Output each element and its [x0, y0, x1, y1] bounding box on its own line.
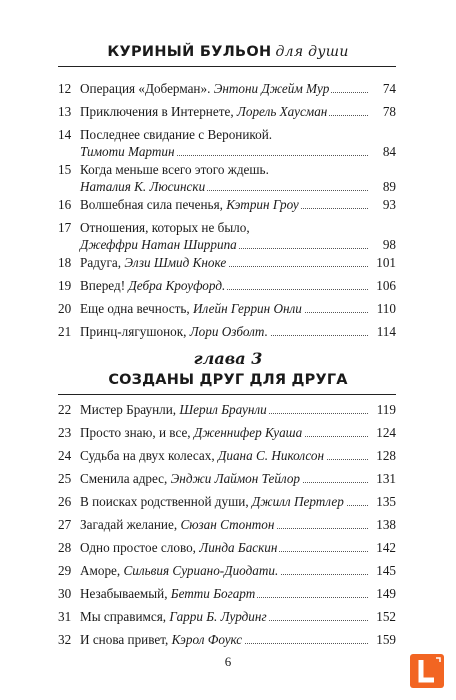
toc-entry-page: 98	[380, 236, 396, 253]
toc-entry-title: Мистер Браунли,	[80, 402, 180, 417]
toc-entry-title: Сменила адрес,	[80, 471, 171, 486]
toc-entry-number: 15	[58, 162, 72, 177]
toc-entry-author: Тимоти Мартин	[80, 144, 175, 159]
toc-entry-title: Еще одна вечность,	[80, 301, 194, 316]
toc-entry-page: 138	[373, 516, 396, 533]
toc-entry-author: Сюзан Стонтон	[180, 517, 275, 532]
toc-entry-number: 13	[58, 104, 72, 119]
toc-entry-title: Волшебная сила печенья,	[80, 197, 227, 212]
toc-entry-author: Энтони Джейм Мур	[213, 81, 330, 96]
toc-entry-author: Лори Озболт.	[189, 324, 268, 339]
toc-entry-page: 74	[380, 80, 396, 97]
toc-entry-author: Джилл Пертлер	[251, 494, 344, 509]
toc-entry-title: Операция «Доберман».	[80, 81, 214, 96]
toc-entry-number: 19	[58, 278, 72, 293]
toc-entry-number: 14	[58, 127, 72, 142]
toc-entry-title: Одно простое слово,	[80, 540, 200, 555]
toc-entry-title: И снова привет,	[80, 632, 172, 647]
toc-entry-author: Линда Баскин	[199, 540, 278, 555]
toc-entry-author: Элзи Шмид Кноке	[124, 255, 227, 270]
toc-entry-title: Аморе,	[80, 563, 124, 578]
toc-entry-number: 32	[58, 632, 72, 647]
header-title-script: для души	[275, 44, 349, 60]
toc-entry-author: Лорель Хаусман	[236, 104, 328, 119]
toc-entry-title: Судьба на двух колесах,	[80, 448, 218, 463]
toc-entry-number: 12	[58, 81, 72, 96]
toc-entry-number: 18	[58, 255, 72, 270]
toc-entry-page: 131	[373, 470, 396, 487]
header-rule	[58, 66, 396, 67]
toc-entry-number: 31	[58, 609, 72, 624]
toc-entry-number: 21	[58, 324, 72, 339]
toc-entry-author: Энджи Лаймон Тейлор	[170, 471, 301, 486]
chapter-rule	[58, 394, 396, 395]
toc-entry-page: 93	[380, 196, 396, 213]
toc-entry-author: Сильвия Суриано-Диодати.	[123, 563, 279, 578]
page-number: 6	[224, 654, 232, 669]
toc-entry-number: 25	[58, 471, 72, 486]
toc-entry-title: Просто знаю, и все,	[80, 425, 194, 440]
toc-entry-author: Кэтрин Гроу	[226, 197, 299, 212]
toc-entry-author: Дебра Кроуфорд.	[128, 278, 226, 293]
toc-entry-page: 145	[373, 562, 396, 579]
toc-entry-number: 26	[58, 494, 72, 509]
toc-entry-page: 152	[373, 608, 396, 625]
toc-entry-page: 135	[373, 493, 396, 510]
toc-entry-number: 28	[58, 540, 72, 555]
toc-entry-page: 149	[373, 585, 396, 602]
toc-entry-author: Илейн Геррин Онли	[193, 301, 302, 316]
chapter-title: СОЗДАНЫ ДРУГ ДЛЯ ДРУГА	[108, 372, 348, 388]
toc-entry-title: Когда меньше всего этого ждешь.	[80, 162, 269, 177]
chapter-label: глава 3	[193, 349, 263, 368]
toc-entry-page: 110	[374, 300, 396, 317]
toc-entry-number: 20	[58, 301, 72, 316]
toc-entry-page: 78	[380, 103, 396, 120]
header-title: КУРИНЫЙ БУЛЬОН	[107, 44, 272, 60]
toc-entry-number: 17	[58, 220, 72, 235]
toc-entry-page: 119	[374, 401, 396, 418]
toc-entry-title: Приключения в Интернете,	[80, 104, 237, 119]
toc-entry-title: Загадай желание,	[80, 517, 181, 532]
toc-entry-title: Последнее свидание с Вероникой.	[80, 127, 273, 142]
toc-entry-page: 142	[373, 539, 396, 556]
toc-entry-title: Вперед!	[80, 278, 129, 293]
toc-entry-page: 89	[380, 178, 396, 195]
toc-entry-title: Отношения, которых не было,	[80, 220, 250, 235]
toc-entry-number: 23	[58, 425, 72, 440]
toc-entry-title: В поисках родственной души,	[80, 494, 252, 509]
toc-entry-author: Шерил Браунли	[179, 402, 267, 417]
litres-logo-icon	[410, 654, 444, 688]
toc-entry-page: 114	[374, 323, 396, 340]
toc-entry-title: Радуга,	[80, 255, 125, 270]
toc-entry-number: 16	[58, 197, 72, 212]
toc-entry-number: 29	[58, 563, 72, 578]
toc-entry-author: Диана С. Николсон	[217, 448, 324, 463]
toc-entry-page: 124	[373, 424, 396, 441]
toc-entry-author: Кэрол Фоукс	[171, 632, 243, 647]
toc-entry-page: 84	[380, 143, 396, 160]
toc-entry-author: Джеффри Натан Ширрипа	[80, 237, 237, 252]
toc-entry-author: Бетти Богарт	[170, 586, 256, 601]
toc-entry-title: Принц-лягушонок,	[80, 324, 190, 339]
toc-entry-author: Наталия К. Люсински	[80, 179, 206, 194]
toc-entry-page: 101	[373, 254, 396, 271]
toc-entry-page: 159	[373, 631, 396, 648]
toc-entry-author: Гарри Б. Лурдинг	[169, 609, 267, 624]
toc-entry-number: 24	[58, 448, 72, 463]
toc-entry-title: Мы справимся,	[80, 609, 170, 624]
toc-entry-title: Незабываемый,	[80, 586, 171, 601]
toc-entry-author: Дженнифер Куаша	[193, 425, 303, 440]
running-header	[0, 44, 456, 60]
toc-entry-number: 30	[58, 586, 72, 601]
toc-entry-number: 22	[58, 402, 72, 417]
toc-entry-page: 128	[373, 447, 396, 464]
toc-entry-page: 106	[373, 277, 396, 294]
toc-entry-number: 27	[58, 517, 72, 532]
